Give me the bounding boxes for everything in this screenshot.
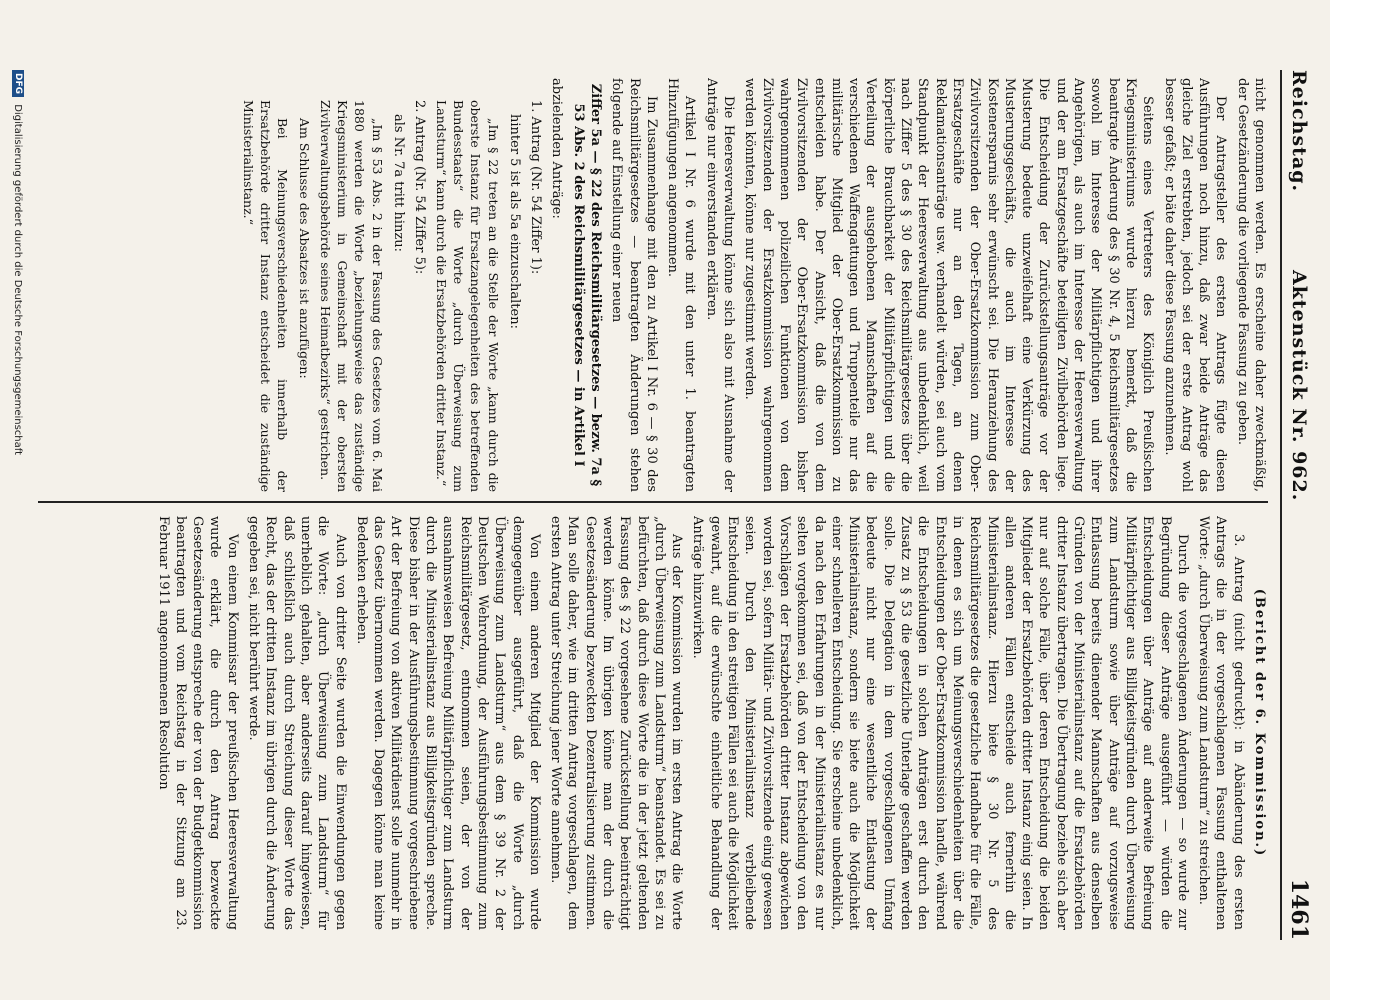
paragraph: Seitens eines Vertreters des Königlich Preußischen Kriegsministeriums wurde hierzu bemerkt, daß die beantragte Änderung des § 30 Nr. 4, 5 Reichsmilitärgesetzes sowohl im Interesse der Militärpflichtigen und ihrer Angehörigen, als auch im Interesse der Heeresverwaltung und der am Ersatzgeschäfte beteiligten Zivilbehörden liege. Die Entscheidung der Zurückstellungsanträge vor der Musterung bedeute unzweifelhaft eine Verkürzung des Musterungsgeschäfts, die auch im Interesse der Kostenersparnis sehr erwünscht sei. Die Heranziehung des Zivilvorsitzenden der Ober-Ersatzkommission zum Ober-Ersatzgeschäfte nur an den Tagen, an denen Reklamationsanträge usw. verhandelt würden, sei auch vom Standpunkt der Heeresverwaltung aus unbedenklich, weil nach Ziffer 5 des § 30 des Reichsmilitärgesetzes über die körperliche Brauchbarkeit der Militärpflichtigen und die Verteilung der ausgehobenen Mannschaften auf die verschiedenen Waffengattungen und Truppenteile nur das militärische Mitglied der Ober-Ersatzkommission zu entscheiden habe. Der Ansicht, daß die von dem Zivilvorsitzenden der Ober-Ersatzkommission bisher wahrgenommenen polizeilichen Funktionen von dem Zivilvorsitzenden der Ersatzkommission wahrgenommen werden könnten, könne nur zugestimmt werden. <box>742 78 1156 492</box>
paragraph: Durch die vorgeschlagenen Änderungen — so wurde zur Begründung dieser Anträge ausgeführt — würden die Entscheidungen über Anträge auf anderweite Befreiung Militärpflichtiger aus Billigkeitsgründen durch Überweisung zum Landsturm sowie über Anträge auf vorzugsweise Entlassung bereits dienender Mannschaften aus denselben Gründen von der Ministerialinstanz auf die Ersatzbehörden dritter Instanz übertragen. Die Übertragung beziehe sich aber nur auf solche Fälle, über deren Entscheidung die beiden Mitglieder der Ersatzbehörden dritter Instanz einig seien. In allen anderen Fällen entscheide auch fernerhin die Ministerialinstanz. Hierzu biete § 30 Nr. 5 des Reichsmilitärgesetzes die gesetzliche Handhabe für die Fälle, in denen es sich um Meinungsverschiedenheiten über die Entscheidungen der Ober-Ersatzkommission handle, während die Entscheidungen in solchen Anträgen erst durch den Zusatz zu § 53 die gesetzliche Unterlage geschaffen werden solle. Die Delegation in dem vorgeschlagenen Umfang bedeute nicht nur eine wesentliche Entlastung der Ministerialinstanz, sondern sie biete auch die Möglichkeit einer schnelleren Entscheidung. Sie erscheine unbedenklich, da nach den Erfahrungen in der Ministerialinstanz es nur selten vorgekommen sei, daß von der Entscheidung von den Vorschlägen der Ersatzbehörden dritter Instanz abgewichen worden sei, sofern Militär- und Zivilvorsitzende einig gewesen seien. Durch den Ministerialinstanz verbleibende Entscheidung in den streitigen Fällen sei auch die Möglichkeit gewahrt, auf die erwünschte einheitliche Behandlung der Anträge hinzuwirken. <box>690 516 1190 930</box>
page-header <box>1280 70 1318 940</box>
motion-quote: „Im § 53 Abs. 2 in der Fassung des Gesetzes vom 6. Mai 1880 werden die Worte „beziehungsweise das zuständige Kriegsministerium in Gemeinschaft mit der obersten Zivilverwaltungsbehörde seines Heimatbezirks“ gestrichen. <box>317 100 385 492</box>
paragraph: Die Heeresverwaltung könne sich also mit Ausnahme der Anträge nur einverstanden erklären. <box>703 78 737 492</box>
digitization-credit <box>4 70 24 950</box>
paragraph: 3. Antrag (nicht gedruckt): in Abänderung des ersten Antrags die in der vorgeschlagenen Fassung enthaltenen Worte: „durch Überweisung zum Landsturm“ zu streichen. <box>1196 516 1246 930</box>
paragraph: Im Zusammenhange mit den zu Artikel I Nr. 6 — § 30 des Reichsmilitärgesetzes — beantragten Änderungen stehen folgende auf Einstellung einer neuen <box>609 78 659 492</box>
paragraph: Der Antragsteller des ersten Antrags fügte diesen Ausführungen noch hinzu, daß zwar beide Anträge das gleiche Ziel erstrebten, jedoch sei der erste Antrag wohl besser gefaßt; er bäte daher diese Fassung anzunehmen. <box>1161 78 1229 492</box>
motion-text: hinter 5 ist als 5a einzuschalten: <box>506 114 522 329</box>
motion-quote: „Im § 22 treten an die Stelle der Worte „kann durch die oberste Instanz für Ersatzangelegenheiten des betreffenden Bundesstaats“ die Worte „durch Überweisung zum Landsturm“ kann durch die Ersatzbehörden dritter Instanz.“ <box>433 100 501 492</box>
page-number: 1461 <box>1286 878 1312 940</box>
motion-heading: 2. Antrag (Nr. 54 Ziffer 5): <box>412 100 428 275</box>
motion-quote: Bei Meinungsverschiedenheiten innerhalb der Ersatzbehörde dritter Instanz entscheidet die zuständige Ministerialinstanz.“ <box>240 100 291 492</box>
paragraph: nicht genommen werden. Es erscheine daher zweckmäßig, der Gesetzänderung die vorliegende Fassung zu geben. <box>1234 78 1267 492</box>
motion-quote: Am Schlusse des Absatzes ist anzufügen: <box>296 118 312 379</box>
right-column <box>38 516 1268 930</box>
column-divider <box>38 501 1268 503</box>
header-document-number: Aktenstück Nr. 962. <box>1288 270 1310 502</box>
paragraph: Von einem anderen Mitglied der Kommission wurde demgegenüber ausgeführt, daß die Worte „durch Überweisung zum Landsturm“ aus dem § 39 Nr. 2 der Deutschen Wehrordnung, der Ausführungsbestimmung zum Reichsmilitärgesetz, entnommen seien, der von der ausnahmsweisen Befreiung Militärpflichtiger zum Landsturm durch die Ministerialinstanz aus Billigkeitsgründen spreche. Diese bisher in der Ausführungsbestimmung vorgeschriebene Art der Befreiung von aktiven Militärdienst solle nunmehr in das Gesetz übernommen werden. Dagegen könne man keine Bedenken erheben. <box>353 516 542 930</box>
paragraph: abzielenden Anträge: <box>549 78 565 219</box>
motion-heading: 1. Antrag (Nr. 54 Ziffer 1): <box>528 100 544 275</box>
motion-text: als Nr. 7a tritt hinzu: <box>391 114 407 252</box>
column-heading: (Bericht der 6. Kommission.) <box>1252 588 1267 858</box>
header-chamber: Reichstag. <box>1288 70 1310 193</box>
dfg-logo: DFG <box>12 70 24 97</box>
paragraph: Auch von dritter Seite wurden die Einwendungen gegen die Worte: „durch Überweisung zum Landsturm“ für unerheblich gehalten, aber anderseits darauf hingewiesen, daß schließlich auch durch Streichung dieser Worte das Recht, das der dritten Instanz im übrigen durch die Änderung gegeben sei, nicht berührt werde. <box>246 516 348 930</box>
paragraph: Artikel I Nr. 6 wurde mit den unter 1. beantragten Hinzufügungen angenommen. <box>665 78 698 492</box>
section-heading: Ziffer 5a — § 22 des Reichsmilitärgesetzes — bezw. 7a § 53 Abs. 2 des Reichsmilitärgesetzes — in Artikel I <box>570 83 604 487</box>
paragraph: Aus der Kommission wurden im ersten Antrag die Worte „durch Überweisung zum Landsturm“ beanstandet. Es sei zu befürchten, daß durch diese Worte die in der jetzt geltenden Fassung des § 22 vorgesehene Zurückstellung beeinträchtigt werden könne. Im übrigen könne man der durch die Gesetzesänderung bezweckten Dezentralisierung zustimmen. Man solle daher, wie im dritten Antrag vorgeschlagen, dem ersten Antrag unter Streichung jener Worte annehmen. <box>548 516 685 930</box>
left-column <box>38 78 1268 492</box>
paragraph: Von einem Kommissar der preußischen Heeresverwaltung wurde erklärt, die durch den Antrag bezweckte Gesetzesänderung entspreche der von der Budgetkommission beantragten und vom Reichstag in der Sitzung am 23. Februar 1911 angenommenen Resolution <box>155 516 240 930</box>
credit-text: Digitalisierung gefördert durch die Deutsche Forschungsgemeinschaft <box>12 104 23 456</box>
